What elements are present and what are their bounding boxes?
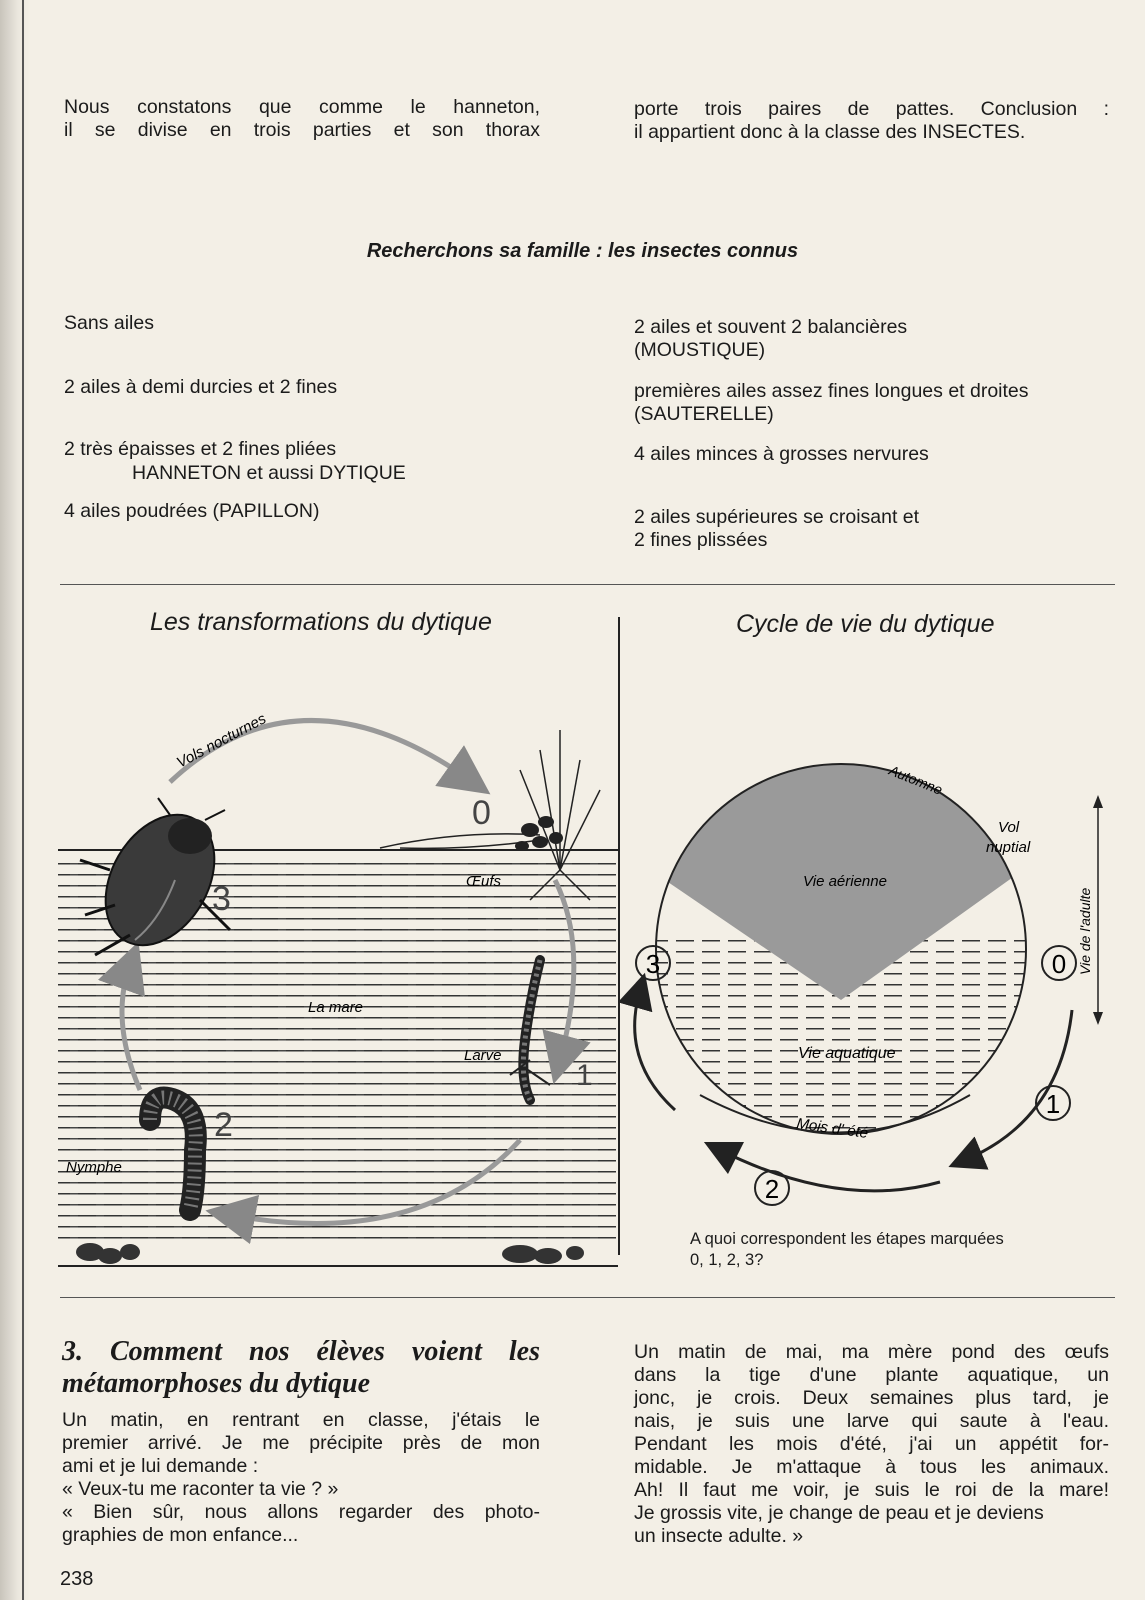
section3-right-line7: Ah! Il faut me voir, je suis le roi de la mare! (634, 1479, 1109, 1501)
family-left-item-3: 2 très épaisses et 2 fines pliées (64, 438, 337, 460)
family-right-item-1: 2 ailes et souvent 2 balancières (634, 316, 908, 338)
section3-right-line1: Un matin de mai, ma mère pond des œufs (634, 1341, 1109, 1363)
section3-right-line6: midable. Je m'attaque à tous les animaux. (634, 1456, 1109, 1478)
vie-aerienne-label: Vie aérienne (803, 873, 887, 890)
intro-right-line2: il appartient donc à la classe des INSECTES. (634, 121, 1026, 143)
nymphe-label: Nymphe (66, 1159, 122, 1176)
section3-right-line2: dans la tige d'une plante aquatique, un (634, 1364, 1109, 1386)
section3-right-line5: Pendant les mois d'été, j'ai un appétit for- (634, 1433, 1109, 1455)
right-stage-1-marker (1036, 1086, 1070, 1120)
intro-right-line1: porte trois paires de pattes. Conclusion : (634, 98, 1109, 120)
adult-life-arrow-down (1093, 1012, 1103, 1025)
section3-heading-line2: métamorphoses du dytique (62, 1368, 371, 1399)
nuptial-label: nuptial (986, 839, 1031, 856)
section3-left-line1: Un matin, en rentrant en classe, j'étais le (62, 1409, 540, 1431)
question-line1: A quoi correspondent les étapes marquées (690, 1230, 1004, 1248)
vie-aquatique-label: Vie aquatique (798, 1045, 896, 1062)
section3-left-line2: premier arrivé. Je me précipite près de mon (62, 1432, 540, 1454)
right-stage-0-marker (1042, 946, 1076, 980)
mois-ete-label: Mois d' été (795, 1115, 870, 1142)
oeufs-label: Œufs (466, 873, 502, 890)
intro-left-line1: Nous constatons que comme le hanneton, (64, 96, 540, 118)
intro-left-line2: il se divise en trois parties et son thorax (64, 119, 540, 141)
family-right-item-4: 2 ailes supérieures se croisant et (634, 506, 920, 528)
section3-right-line8: Je grossis vite, je change de peau et je deviens (634, 1502, 1044, 1524)
section3-left-line3: ami et je lui demande : (62, 1455, 259, 1477)
section3-right-line9: un insecte adulte. » (634, 1525, 804, 1547)
automne-label: Automne (886, 761, 945, 798)
left-stage-3: 3 (212, 880, 231, 918)
right-stage-0: 0 (1051, 949, 1067, 979)
right-stage-2-marker (755, 1171, 789, 1205)
page-number: 238 (60, 1568, 94, 1590)
mare-label: La mare (308, 999, 364, 1016)
right-stage-3: 3 (645, 949, 661, 979)
larve-label: Larve (464, 1047, 502, 1064)
adult-life-arrow-up (1093, 795, 1103, 808)
family-right-item-2b: (SAUTERELLE) (634, 403, 774, 425)
family-left-item-2: 2 ailes à demi durcies et 2 fines (64, 376, 338, 398)
right-stage-2: 2 (764, 1174, 780, 1204)
section3-heading-line1: 3. Comment nos élèves voient les (62, 1336, 540, 1367)
left-diagram-title: Les transformations du dytique (150, 608, 492, 636)
right-stage-1: 1 (1045, 1089, 1061, 1119)
family-heading: Recherchons sa famille : les insectes connus (366, 240, 799, 262)
section3-left-line5: « Bien sûr, nous allons regarder des photo- (62, 1501, 540, 1523)
left-stage-1: 1 (576, 1059, 593, 1092)
left-stage-2: 2 (214, 1106, 233, 1144)
family-left-item-1: Sans ailes (64, 312, 154, 334)
section3-right-line4: nais, je suis une larve qui saute à l'eau. (634, 1410, 1109, 1432)
family-right-item-2: premières ailes assez fines longues et droites (634, 380, 1029, 402)
right-diagram-title: Cycle de vie du dytique (736, 610, 995, 638)
family-right-item-1b: (MOUSTIQUE) (634, 339, 766, 361)
family-right-item-4b: 2 fines plissées (634, 529, 768, 551)
question-line2: 0, 1, 2, 3? (690, 1251, 764, 1269)
family-left-item-3b: HANNETON et aussi DYTIQUE (132, 462, 406, 484)
section3-left-line6: graphies de mon enfance... (62, 1524, 299, 1546)
family-right-item-3: 4 ailes minces à grosses nervures (634, 443, 929, 465)
vie-adulte-label: Vie de l'adulte (1077, 887, 1093, 975)
cycle-arrow-1-to-2 (720, 1150, 940, 1191)
family-left-item-4: 4 ailes poudrées (PAPILLON) (64, 500, 320, 522)
section3-right-line3: jonc, je crois. Deux semaines plus tard, je (634, 1387, 1109, 1409)
section3-left-line4: « Veux-tu me raconter ta vie ? » (62, 1478, 339, 1500)
vol-label: Vol (998, 819, 1020, 836)
left-stage-0: 0 (472, 794, 491, 832)
vols-nocturnes-label: Vols nocturnes (173, 710, 269, 772)
